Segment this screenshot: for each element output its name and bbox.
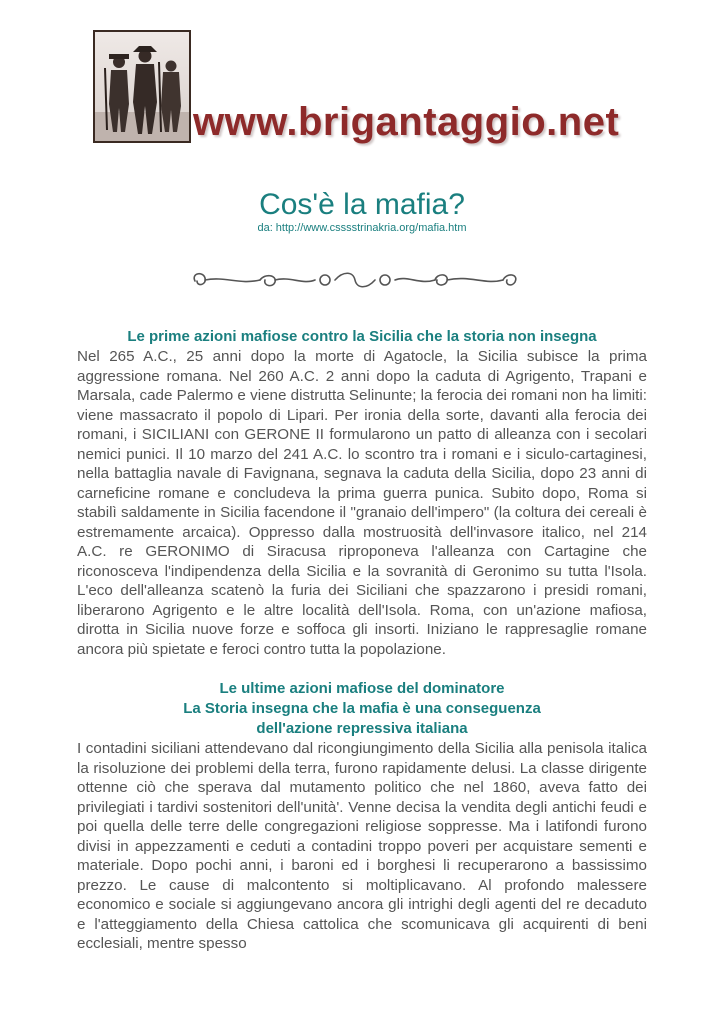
brigands-photo-figures [95, 32, 189, 141]
section-1-text: Nel 265 A.C., 25 anni dopo la morte di Agatocle, la Sicilia subisce la prima aggressione romana. Nel 260 A.C. 2 anni dopo la caduta di Agrigento, Trapani e Marsala, cade Palermo e viene distrutta Selinunte; la ferocia dei romani non ha limiti: viene massacrato il popolo di Lipari. Per ironia della sorte, davanti alla ferocia dei romani, i SICILIANI con GERONE II formularono un patto di alleanza con i secolari nemici punici. Il 10 marzo del 241 A.C. lo scontro tra i romani e i siculo-cartaginesi, nella battaglia navale di Favignana, segnava la caduta della Sicilia, dopo 23 anni di carneficine romane e concludeva la prima guerra punica. Subito dopo, Roma si stabilì saldamente in Sicilia facendone il "granaio dell'impero" (la coltura dei cereali è estremamente arcaica). Oppresso dalla mostruosità dell'invasore italico, nel 214 A.C. re GERONIMO di Siracusa riproponeva l'alleanza con Cartagine che riconosceva l'indipendenza della Sicilia e la sovranità di Geronimo su tutta l'Isola. L'eco dell'alleanza scatenò la furia dei Siciliani che spazzarono i presidi romani, liberarono Agrigento e le altre località dell'Isola. Roma, con un'azione mafiosa, dirotta in Sicilia nuove forze e soffoca gli insorti. Iniziano le rappresaglie romane ancora più spietate e feroci contro tutta la popolazione. [77, 348, 647, 658]
site-name: www.brigantaggio.net [193, 100, 620, 144]
section-2-heading-1: Le ultime azioni mafiose del dominatore [219, 680, 505, 697]
section-2-text: I contadini siciliani attendevano dal ricongiungimento della Sicilia alla penisola italica la risoluzione dei problemi della terra, furono rapidamente delusi. La classe dirigente ottenne ciò che sperava dal mutamento politico che nel 1860, aveva fatto dei privilegiati i tardivi sostenitori dell'unità'. Venne decisa la vendita degli antichi feudi e poi quella delle terre delle congregazioni religiose soppresse. Ma i latifondi furono divisi in appezzamenti e ceduti a contadini troppo poveri per acquistare sementi e materiale. Dopo pochi anni, i baroni ed i borghesi li recuperarono a bassissimo prezzo. Le cause di malcontento si moltiplicavano. Al profondo malessere economico e sociale si aggiungevano ancora gli intrighi degli agenti del re decaduto e l'atteggiamento della Chiesa cattolica che scomunicava gli acquirenti di beni ecclesiali, mentre spesso [77, 740, 647, 952]
section-2-heading-2: La Storia insegna che la mafia è una conseguenza [183, 700, 541, 717]
brigands-photo [93, 30, 191, 143]
section-1-heading: Le prime azioni mafiose contro la Sicilia che la storia non insegna [127, 328, 597, 345]
source-link[interactable]: da: http://www.csssstrinakria.org/mafia.htm [257, 222, 467, 234]
section-2-heading-3: dell'azione repressiva italiana [256, 720, 468, 737]
ornament-divider [185, 265, 525, 295]
site-banner [93, 30, 633, 148]
article-body [77, 327, 647, 954]
page-title: Cos'è la mafia? [259, 188, 465, 221]
